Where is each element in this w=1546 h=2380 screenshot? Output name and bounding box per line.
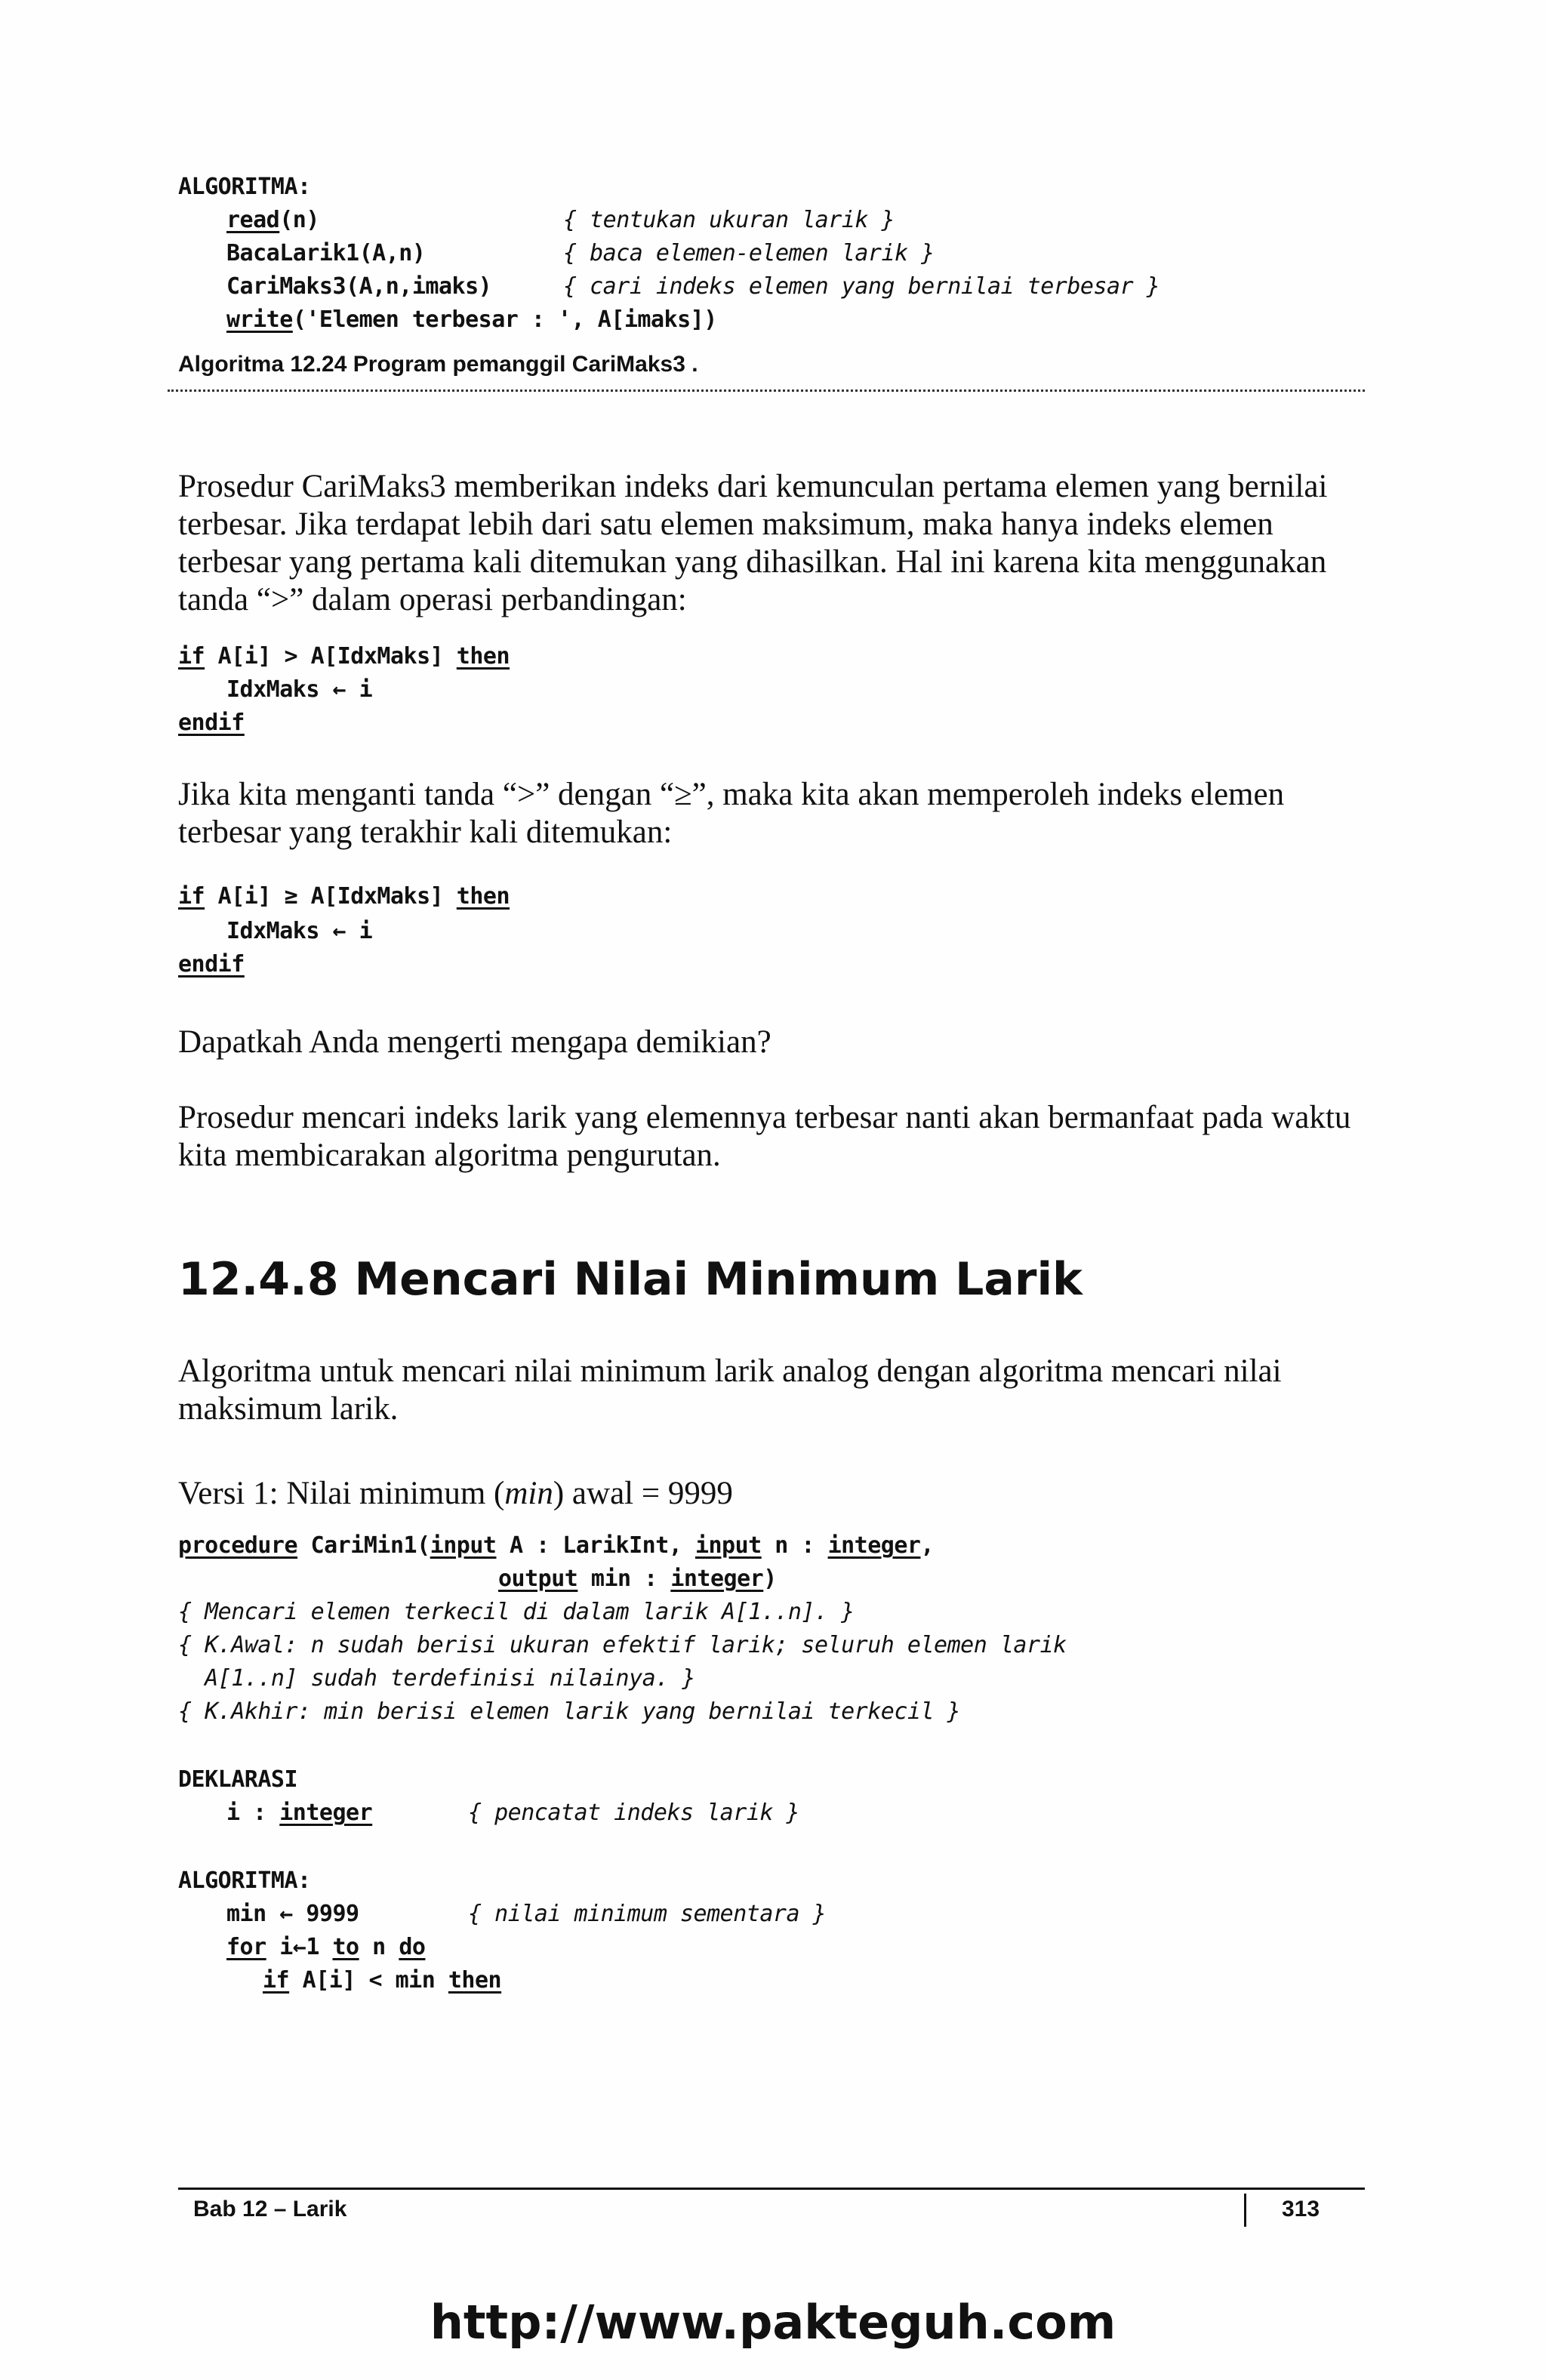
code-comment: { tentukan ukuran larik }: [563, 207, 895, 233]
paragraph-4: Prosedur mencari indeks larik yang elemennya terbesar nanti akan bermanfaat pada waktu kita membicarakan algoritma pengurutan.: [178, 1100, 1351, 1173]
paragraph-2: Jika kita menganti tanda “>” dengan “≥”, maka kita akan memperoleh indeks elemen terbesar yang terakhir kali ditemukan:: [178, 777, 1285, 850]
code-if-line: [178, 640, 510, 673]
section-heading: 12.4.8 Mencari Nilai Minimum Larik: [178, 1253, 1083, 1306]
endif-keyword: endif: [178, 951, 245, 978]
paragraph-3: Dapatkah Anda mengerti mengapa demikian?: [178, 1024, 771, 1060]
if-keyword: if: [178, 643, 205, 670]
procedure-comment: { K.Akhir: min berisi elemen larik yang bernilai terkecil }: [178, 1698, 961, 1725]
algorithm-caption: Algoritma 12.24 Program pemanggil CariMaks3 .: [178, 352, 698, 377]
version-label: Versi 1: Nilai minimum (min) awal = 9999: [178, 1476, 733, 1511]
code-line-read: read(n): [226, 207, 319, 233]
page-number: 313: [1282, 2197, 1320, 2221]
then-keyword: then: [456, 883, 510, 910]
algo-if-line: if A[i] < min then: [263, 1967, 502, 1994]
deklarasi-header: DEKLARASI: [178, 1766, 298, 1793]
website-url: http://www.pakteguh.com: [430, 2295, 1116, 2350]
read-keyword: read: [226, 207, 280, 233]
algo-min-comment: { nilai minimum sementara }: [468, 1901, 827, 1927]
algorithm-header: ALGORITMA:: [178, 174, 311, 200]
footer-separator: [1244, 2194, 1246, 2227]
code-comment: { baca elemen-elemen larik }: [563, 240, 935, 266]
algorithm-header: ALGORITMA:: [178, 1867, 311, 1894]
if-expression: A[i] ≥ A[IdxMaks]: [205, 883, 457, 910]
footer-chapter: Bab 12 – Larik: [193, 2197, 347, 2221]
code-comment: { cari indeks elemen yang bernilai terbesar }: [563, 273, 1160, 300]
if-expression: A[i] > A[IdxMaks]: [205, 643, 457, 670]
procedure-signature-line1: procedure CariMin1(input A : LarikInt, input n : integer,: [178, 1532, 935, 1559]
deklarasi-comment: { pencatat indeks larik }: [468, 1800, 800, 1826]
caption-divider: [168, 389, 1365, 392]
code-line-carimaks: CariMaks3(A,n,imaks): [226, 273, 492, 300]
code-line-bacalarik: BacaLarik1(A,n): [226, 240, 426, 266]
paragraph-1: Prosedur CariMaks3 memberikan indeks dari kemunculan pertama elemen yang bernilai terbesar. Jika terdapat lebih dari satu elemen maksimum, maka hanya indeks elemen terbesar yang pertama kali ditemukan yang dihasilkan. Hal ini karena kita menggunakan tanda “>” dalam operasi perbandingan:: [178, 469, 1328, 617]
then-keyword: then: [456, 643, 510, 670]
algo-for-line: for i←1 to n do: [226, 1934, 426, 1960]
procedure-comment: { K.Awal: n sudah berisi ukuran efektif larik; seluruh elemen larik: [178, 1632, 1067, 1658]
code-assign-line: IdxMaks ← i: [226, 918, 373, 944]
code-if-line: [178, 880, 510, 913]
endif-keyword: endif: [178, 710, 245, 736]
algo-min-init: min ← 9999: [226, 1901, 359, 1927]
write-keyword: write: [226, 306, 293, 333]
paragraph-5: Algoritma untuk mencari nilai minimum larik analog dengan algoritma mencari nilai maksimum larik.: [178, 1353, 1282, 1427]
procedure-comment: { Mencari elemen terkecil di dalam larik A[1..n]. }: [178, 1599, 855, 1625]
code-assign-line: IdxMaks ← i: [226, 676, 373, 703]
footer-rule: [178, 2188, 1365, 2190]
min-variable: min: [504, 1476, 553, 1511]
deklarasi-line: i : integer: [226, 1800, 373, 1826]
procedure-signature-line2: output min : integer): [498, 1566, 777, 1592]
if-keyword: if: [178, 883, 205, 910]
procedure-comment: A[1..n] sudah terdefinisi nilainya. }: [178, 1665, 695, 1692]
code-line-write: write('Elemen terbesar : ', A[imaks]): [226, 306, 717, 333]
